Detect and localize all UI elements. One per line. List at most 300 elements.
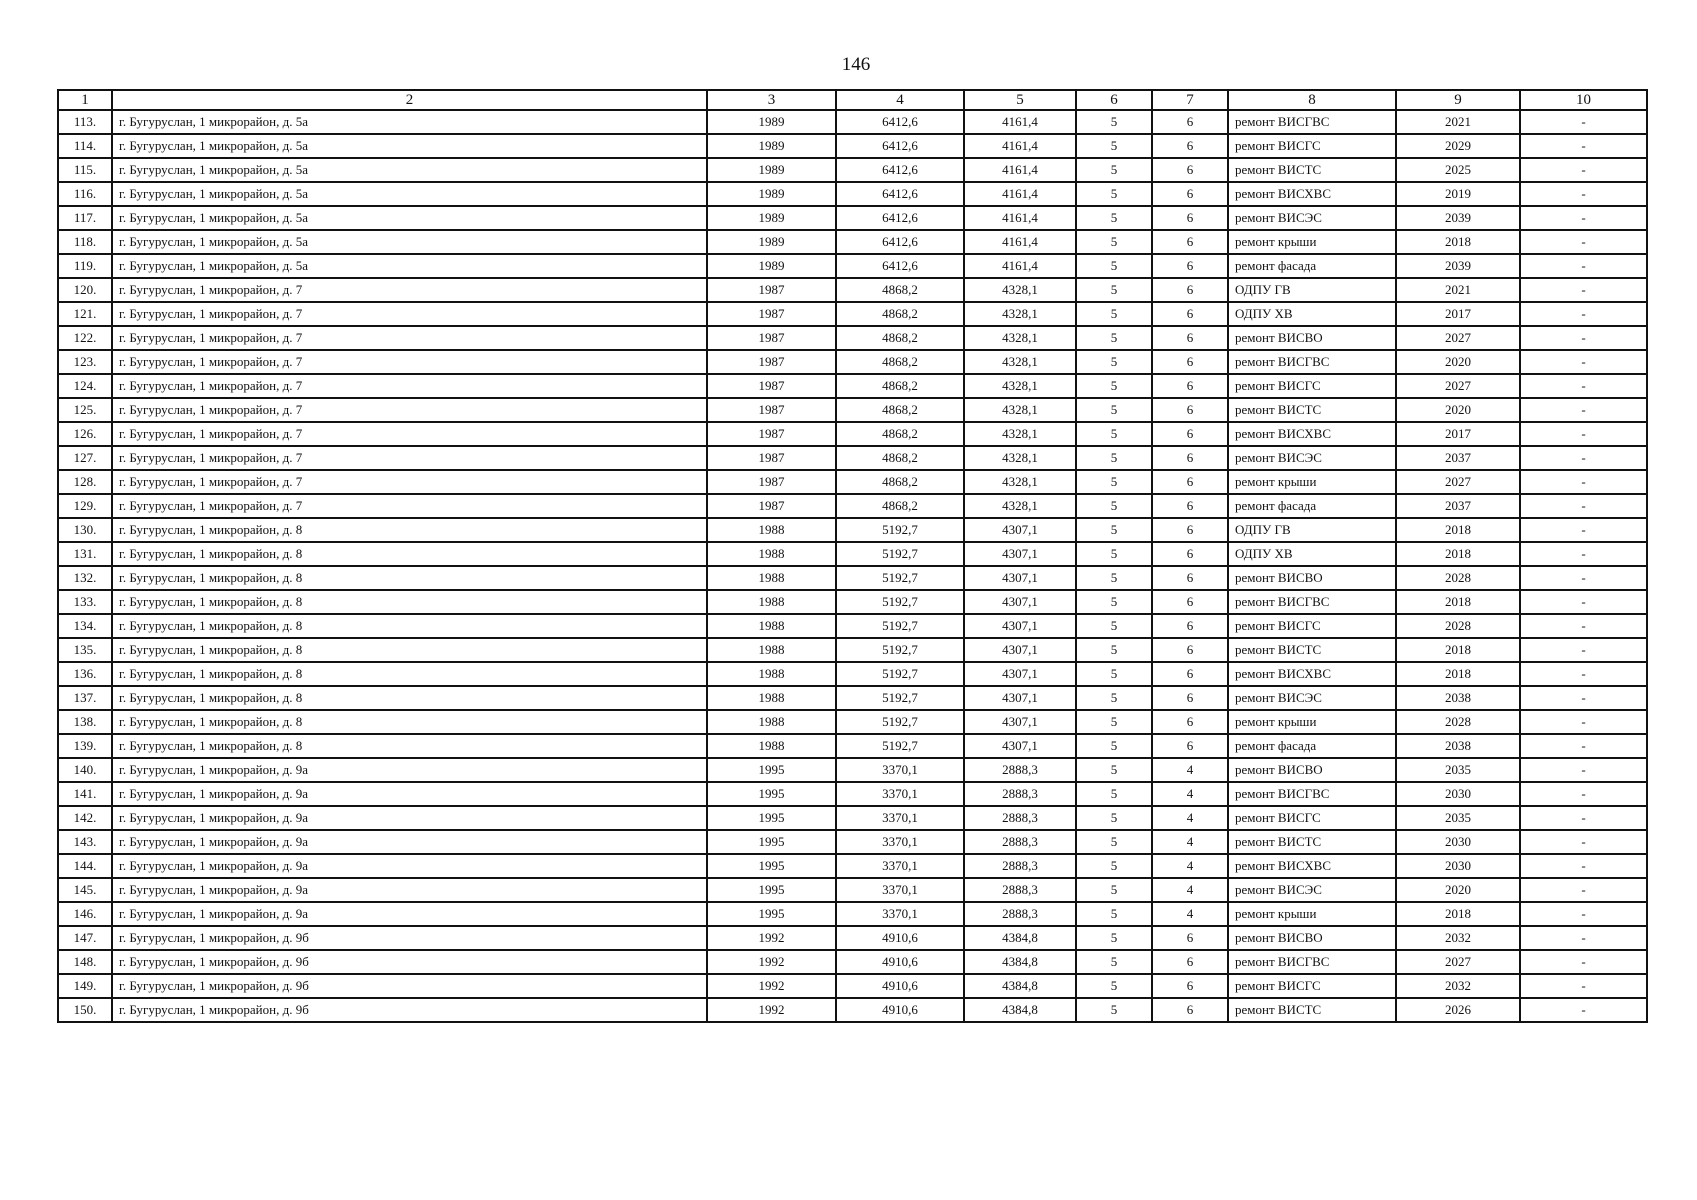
build-year-cell: 1995 [707, 830, 836, 854]
build-year-cell: 1995 [707, 758, 836, 782]
floors-cell: 5 [1076, 830, 1152, 854]
total-area-cell: 4868,2 [836, 446, 964, 470]
row-number-cell: 141. [58, 782, 112, 806]
build-year-cell: 1988 [707, 614, 836, 638]
address-cell: г. Бугуруслан, 1 микрорайон, д. 9б [112, 926, 707, 950]
floors-cell: 5 [1076, 758, 1152, 782]
plan-year-cell: 2019 [1396, 182, 1520, 206]
floors-cell: 5 [1076, 782, 1152, 806]
living-area-cell: 4384,8 [964, 974, 1076, 998]
total-area-cell: 3370,1 [836, 830, 964, 854]
build-year-cell: 1992 [707, 974, 836, 998]
living-area-cell: 4161,4 [964, 254, 1076, 278]
column-header: 7 [1152, 90, 1228, 110]
work-type-cell: ремонт ВИСГВС [1228, 350, 1396, 374]
entrances-cell: 6 [1152, 950, 1228, 974]
row-number-cell: 148. [58, 950, 112, 974]
work-type-cell: ремонт фасада [1228, 494, 1396, 518]
floors-cell: 5 [1076, 374, 1152, 398]
plan-year-cell: 2018 [1396, 902, 1520, 926]
address-cell: г. Бугуруслан, 1 микрорайон, д. 9а [112, 878, 707, 902]
note-cell: - [1520, 614, 1647, 638]
floors-cell: 5 [1076, 230, 1152, 254]
total-area-cell: 5192,7 [836, 566, 964, 590]
plan-year-cell: 2028 [1396, 710, 1520, 734]
address-cell: г. Бугуруслан, 1 микрорайон, д. 5а [112, 110, 707, 134]
note-cell: - [1520, 998, 1647, 1022]
address-cell: г. Бугуруслан, 1 микрорайон, д. 9а [112, 854, 707, 878]
build-year-cell: 1989 [707, 230, 836, 254]
floors-cell: 5 [1076, 470, 1152, 494]
build-year-cell: 1988 [707, 566, 836, 590]
build-year-cell: 1988 [707, 638, 836, 662]
plan-year-cell: 2027 [1396, 374, 1520, 398]
living-area-cell: 4384,8 [964, 998, 1076, 1022]
living-area-cell: 4307,1 [964, 734, 1076, 758]
address-cell: г. Бугуруслан, 1 микрорайон, д. 8 [112, 542, 707, 566]
living-area-cell: 4307,1 [964, 638, 1076, 662]
column-header: 3 [707, 90, 836, 110]
entrances-cell: 6 [1152, 134, 1228, 158]
total-area-cell: 5192,7 [836, 590, 964, 614]
living-area-cell: 4328,1 [964, 326, 1076, 350]
plan-year-cell: 2030 [1396, 854, 1520, 878]
table-row [58, 158, 1647, 182]
plan-year-cell: 2039 [1396, 206, 1520, 230]
living-area-cell: 2888,3 [964, 806, 1076, 830]
work-type-cell: ремонт ВИСТС [1228, 830, 1396, 854]
total-area-cell: 5192,7 [836, 710, 964, 734]
total-area-cell: 4868,2 [836, 470, 964, 494]
build-year-cell: 1987 [707, 422, 836, 446]
living-area-cell: 4307,1 [964, 614, 1076, 638]
build-year-cell: 1988 [707, 518, 836, 542]
floors-cell: 5 [1076, 902, 1152, 926]
floors-cell: 5 [1076, 614, 1152, 638]
entrances-cell: 6 [1152, 206, 1228, 230]
total-area-cell: 3370,1 [836, 854, 964, 878]
row-number-cell: 125. [58, 398, 112, 422]
page-number: 146 [841, 54, 871, 75]
table-row [58, 854, 1647, 878]
column-header: 8 [1228, 90, 1396, 110]
total-area-cell: 4910,6 [836, 950, 964, 974]
living-area-cell: 4307,1 [964, 518, 1076, 542]
total-area-cell: 5192,7 [836, 518, 964, 542]
total-area-cell: 3370,1 [836, 806, 964, 830]
address-cell: г. Бугуруслан, 1 микрорайон, д. 8 [112, 686, 707, 710]
build-year-cell: 1987 [707, 398, 836, 422]
floors-cell: 5 [1076, 254, 1152, 278]
total-area-cell: 6412,6 [836, 110, 964, 134]
table-row [58, 974, 1647, 998]
build-year-cell: 1995 [707, 854, 836, 878]
entrances-cell: 6 [1152, 446, 1228, 470]
plan-year-cell: 2037 [1396, 446, 1520, 470]
row-number-cell: 132. [58, 566, 112, 590]
address-cell: г. Бугуруслан, 1 микрорайон, д. 9а [112, 806, 707, 830]
build-year-cell: 1992 [707, 950, 836, 974]
total-area-cell: 6412,6 [836, 134, 964, 158]
address-cell: г. Бугуруслан, 1 микрорайон, д. 8 [112, 710, 707, 734]
work-type-cell: ремонт ВИСХВС [1228, 662, 1396, 686]
table-row [58, 926, 1647, 950]
address-cell: г. Бугуруслан, 1 микрорайон, д. 7 [112, 278, 707, 302]
note-cell: - [1520, 134, 1647, 158]
row-number-cell: 124. [58, 374, 112, 398]
living-area-cell: 4328,1 [964, 446, 1076, 470]
build-year-cell: 1988 [707, 542, 836, 566]
row-number-cell: 143. [58, 830, 112, 854]
floors-cell: 5 [1076, 926, 1152, 950]
floors-cell: 5 [1076, 326, 1152, 350]
floors-cell: 5 [1076, 686, 1152, 710]
total-area-cell: 6412,6 [836, 182, 964, 206]
build-year-cell: 1989 [707, 158, 836, 182]
entrances-cell: 6 [1152, 182, 1228, 206]
note-cell: - [1520, 902, 1647, 926]
total-area-cell: 5192,7 [836, 662, 964, 686]
floors-cell: 5 [1076, 878, 1152, 902]
build-year-cell: 1987 [707, 446, 836, 470]
build-year-cell: 1988 [707, 662, 836, 686]
note-cell: - [1520, 806, 1647, 830]
build-year-cell: 1989 [707, 110, 836, 134]
row-number-cell: 134. [58, 614, 112, 638]
living-area-cell: 4328,1 [964, 278, 1076, 302]
plan-year-cell: 2017 [1396, 302, 1520, 326]
total-area-cell: 4868,2 [836, 350, 964, 374]
row-number-cell: 140. [58, 758, 112, 782]
entrances-cell: 6 [1152, 710, 1228, 734]
work-type-cell: ремонт ВИСГС [1228, 974, 1396, 998]
build-year-cell: 1989 [707, 134, 836, 158]
column-header: 1 [58, 90, 112, 110]
note-cell: - [1520, 422, 1647, 446]
address-cell: г. Бугуруслан, 1 микрорайон, д. 8 [112, 518, 707, 542]
entrances-cell: 6 [1152, 974, 1228, 998]
entrances-cell: 6 [1152, 638, 1228, 662]
address-cell: г. Бугуруслан, 1 микрорайон, д. 9б [112, 950, 707, 974]
note-cell: - [1520, 662, 1647, 686]
address-cell: г. Бугуруслан, 1 микрорайон, д. 5а [112, 254, 707, 278]
note-cell: - [1520, 878, 1647, 902]
entrances-cell: 6 [1152, 614, 1228, 638]
table-row [58, 710, 1647, 734]
table-row [58, 542, 1647, 566]
address-cell: г. Бугуруслан, 1 микрорайон, д. 9б [112, 974, 707, 998]
floors-cell: 5 [1076, 710, 1152, 734]
note-cell: - [1520, 638, 1647, 662]
address-cell: г. Бугуруслан, 1 микрорайон, д. 5а [112, 230, 707, 254]
entrances-cell: 6 [1152, 470, 1228, 494]
table-row [58, 278, 1647, 302]
note-cell: - [1520, 542, 1647, 566]
work-type-cell: ремонт ВИСВО [1228, 926, 1396, 950]
work-type-cell: ремонт фасада [1228, 254, 1396, 278]
table-row [58, 998, 1647, 1022]
entrances-cell: 6 [1152, 662, 1228, 686]
total-area-cell: 5192,7 [836, 638, 964, 662]
note-cell: - [1520, 566, 1647, 590]
note-cell: - [1520, 254, 1647, 278]
plan-year-cell: 2018 [1396, 590, 1520, 614]
floors-cell: 5 [1076, 998, 1152, 1022]
plan-year-cell: 2038 [1396, 734, 1520, 758]
table-row [58, 134, 1647, 158]
row-number-cell: 130. [58, 518, 112, 542]
table-row [58, 494, 1647, 518]
address-cell: г. Бугуруслан, 1 микрорайон, д. 7 [112, 350, 707, 374]
total-area-cell: 4868,2 [836, 398, 964, 422]
entrances-cell: 6 [1152, 326, 1228, 350]
note-cell: - [1520, 590, 1647, 614]
table-row [58, 110, 1647, 134]
living-area-cell: 2888,3 [964, 830, 1076, 854]
note-cell: - [1520, 686, 1647, 710]
address-cell: г. Бугуруслан, 1 микрорайон, д. 8 [112, 734, 707, 758]
work-type-cell: ОДПУ ХВ [1228, 542, 1396, 566]
floors-cell: 5 [1076, 806, 1152, 830]
note-cell: - [1520, 302, 1647, 326]
work-type-cell: ремонт ВИСГС [1228, 614, 1396, 638]
living-area-cell: 2888,3 [964, 902, 1076, 926]
note-cell: - [1520, 734, 1647, 758]
plan-year-cell: 2025 [1396, 158, 1520, 182]
work-type-cell: ремонт ВИСЭС [1228, 446, 1396, 470]
floors-cell: 5 [1076, 662, 1152, 686]
entrances-cell: 6 [1152, 926, 1228, 950]
table-row [58, 182, 1647, 206]
build-year-cell: 1989 [707, 254, 836, 278]
build-year-cell: 1992 [707, 926, 836, 950]
note-cell: - [1520, 950, 1647, 974]
work-type-cell: ремонт ВИСЭС [1228, 206, 1396, 230]
floors-cell: 5 [1076, 854, 1152, 878]
living-area-cell: 4307,1 [964, 686, 1076, 710]
table-row [58, 758, 1647, 782]
entrances-cell: 6 [1152, 686, 1228, 710]
row-number-cell: 114. [58, 134, 112, 158]
entrances-cell: 6 [1152, 494, 1228, 518]
total-area-cell: 5192,7 [836, 686, 964, 710]
floors-cell: 5 [1076, 422, 1152, 446]
address-cell: г. Бугуруслан, 1 микрорайон, д. 8 [112, 590, 707, 614]
row-number-cell: 123. [58, 350, 112, 374]
plan-year-cell: 2035 [1396, 806, 1520, 830]
build-year-cell: 1987 [707, 326, 836, 350]
work-type-cell: ремонт ВИСВО [1228, 566, 1396, 590]
entrances-cell: 6 [1152, 374, 1228, 398]
work-type-cell: ремонт крыши [1228, 470, 1396, 494]
build-year-cell: 1995 [707, 902, 836, 926]
work-type-cell: ремонт ВИСТС [1228, 998, 1396, 1022]
floors-cell: 5 [1076, 974, 1152, 998]
row-number-cell: 147. [58, 926, 112, 950]
address-cell: г. Бугуруслан, 1 микрорайон, д. 9а [112, 782, 707, 806]
entrances-cell: 6 [1152, 998, 1228, 1022]
note-cell: - [1520, 782, 1647, 806]
living-area-cell: 4307,1 [964, 710, 1076, 734]
living-area-cell: 4328,1 [964, 302, 1076, 326]
note-cell: - [1520, 398, 1647, 422]
row-number-cell: 138. [58, 710, 112, 734]
total-area-cell: 6412,6 [836, 254, 964, 278]
total-area-cell: 3370,1 [836, 878, 964, 902]
entrances-cell: 6 [1152, 278, 1228, 302]
row-number-cell: 137. [58, 686, 112, 710]
floors-cell: 5 [1076, 590, 1152, 614]
work-type-cell: ремонт ВИСГВС [1228, 110, 1396, 134]
floors-cell: 5 [1076, 398, 1152, 422]
header-row [58, 90, 1647, 110]
table-body [58, 110, 1647, 1022]
work-type-cell: ремонт ВИСГВС [1228, 950, 1396, 974]
column-header: 5 [964, 90, 1076, 110]
build-year-cell: 1995 [707, 878, 836, 902]
plan-year-cell: 2018 [1396, 638, 1520, 662]
work-type-cell: ремонт ВИСГВС [1228, 590, 1396, 614]
living-area-cell: 4384,8 [964, 926, 1076, 950]
plan-year-cell: 2037 [1396, 494, 1520, 518]
work-type-cell: ОДПУ ГВ [1228, 518, 1396, 542]
build-year-cell: 1989 [707, 182, 836, 206]
floors-cell: 5 [1076, 182, 1152, 206]
table-row [58, 422, 1647, 446]
total-area-cell: 4910,6 [836, 974, 964, 998]
plan-year-cell: 2038 [1396, 686, 1520, 710]
table-row [58, 326, 1647, 350]
note-cell: - [1520, 446, 1647, 470]
table-row [58, 446, 1647, 470]
total-area-cell: 4868,2 [836, 494, 964, 518]
work-type-cell: ремонт ВИСВО [1228, 326, 1396, 350]
note-cell: - [1520, 470, 1647, 494]
entrances-cell: 4 [1152, 830, 1228, 854]
address-cell: г. Бугуруслан, 1 микрорайон, д. 9б [112, 998, 707, 1022]
living-area-cell: 4384,8 [964, 950, 1076, 974]
total-area-cell: 4868,2 [836, 302, 964, 326]
work-type-cell: ремонт фасада [1228, 734, 1396, 758]
row-number-cell: 131. [58, 542, 112, 566]
entrances-cell: 6 [1152, 566, 1228, 590]
row-number-cell: 146. [58, 902, 112, 926]
plan-year-cell: 2018 [1396, 518, 1520, 542]
row-number-cell: 116. [58, 182, 112, 206]
entrances-cell: 6 [1152, 590, 1228, 614]
living-area-cell: 4328,1 [964, 470, 1076, 494]
row-number-cell: 113. [58, 110, 112, 134]
plan-year-cell: 2018 [1396, 542, 1520, 566]
note-cell: - [1520, 110, 1647, 134]
total-area-cell: 4868,2 [836, 326, 964, 350]
total-area-cell: 4910,6 [836, 998, 964, 1022]
living-area-cell: 2888,3 [964, 854, 1076, 878]
living-area-cell: 4328,1 [964, 494, 1076, 518]
plan-year-cell: 2018 [1396, 662, 1520, 686]
plan-year-cell: 2035 [1396, 758, 1520, 782]
table-row [58, 734, 1647, 758]
entrances-cell: 4 [1152, 806, 1228, 830]
build-year-cell: 1995 [707, 782, 836, 806]
floors-cell: 5 [1076, 494, 1152, 518]
row-number-cell: 135. [58, 638, 112, 662]
note-cell: - [1520, 854, 1647, 878]
total-area-cell: 3370,1 [836, 902, 964, 926]
build-year-cell: 1987 [707, 350, 836, 374]
work-type-cell: ремонт ВИСЭС [1228, 686, 1396, 710]
repair-schedule-table [57, 89, 1648, 1023]
column-header: 6 [1076, 90, 1152, 110]
table-row [58, 470, 1647, 494]
table-row [58, 302, 1647, 326]
row-number-cell: 118. [58, 230, 112, 254]
address-cell: г. Бугуруслан, 1 микрорайон, д. 7 [112, 302, 707, 326]
table-row [58, 566, 1647, 590]
living-area-cell: 4328,1 [964, 398, 1076, 422]
floors-cell: 5 [1076, 446, 1152, 470]
note-cell: - [1520, 710, 1647, 734]
column-header: 2 [112, 90, 707, 110]
build-year-cell: 1988 [707, 710, 836, 734]
living-area-cell: 4328,1 [964, 350, 1076, 374]
note-cell: - [1520, 206, 1647, 230]
row-number-cell: 119. [58, 254, 112, 278]
build-year-cell: 1987 [707, 374, 836, 398]
total-area-cell: 6412,6 [836, 206, 964, 230]
work-type-cell: ремонт ВИСХВС [1228, 182, 1396, 206]
work-type-cell: ОДПУ ГВ [1228, 278, 1396, 302]
work-type-cell: ремонт крыши [1228, 710, 1396, 734]
entrances-cell: 6 [1152, 350, 1228, 374]
work-type-cell: ремонт крыши [1228, 230, 1396, 254]
column-header: 10 [1520, 90, 1647, 110]
table-row [58, 590, 1647, 614]
address-cell: г. Бугуруслан, 1 микрорайон, д. 9а [112, 758, 707, 782]
work-type-cell: ремонт ВИСТС [1228, 638, 1396, 662]
total-area-cell: 6412,6 [836, 158, 964, 182]
address-cell: г. Бугуруслан, 1 микрорайон, д. 7 [112, 374, 707, 398]
build-year-cell: 1987 [707, 302, 836, 326]
floors-cell: 5 [1076, 350, 1152, 374]
plan-year-cell: 2027 [1396, 470, 1520, 494]
row-number-cell: 150. [58, 998, 112, 1022]
work-type-cell: ремонт ВИСГВС [1228, 782, 1396, 806]
floors-cell: 5 [1076, 134, 1152, 158]
column-header: 4 [836, 90, 964, 110]
table-row [58, 902, 1647, 926]
entrances-cell: 6 [1152, 110, 1228, 134]
entrances-cell: 6 [1152, 518, 1228, 542]
entrances-cell: 4 [1152, 854, 1228, 878]
total-area-cell: 4868,2 [836, 374, 964, 398]
address-cell: г. Бугуруслан, 1 микрорайон, д. 8 [112, 638, 707, 662]
work-type-cell: ремонт ВИСГС [1228, 134, 1396, 158]
row-number-cell: 128. [58, 470, 112, 494]
plan-year-cell: 2020 [1396, 878, 1520, 902]
floors-cell: 5 [1076, 566, 1152, 590]
row-number-cell: 136. [58, 662, 112, 686]
address-cell: г. Бугуруслан, 1 микрорайон, д. 9а [112, 902, 707, 926]
note-cell: - [1520, 494, 1647, 518]
entrances-cell: 6 [1152, 734, 1228, 758]
living-area-cell: 4307,1 [964, 566, 1076, 590]
plan-year-cell: 2021 [1396, 110, 1520, 134]
address-cell: г. Бугуруслан, 1 микрорайон, д. 8 [112, 614, 707, 638]
row-number-cell: 115. [58, 158, 112, 182]
floors-cell: 5 [1076, 734, 1152, 758]
table-row [58, 350, 1647, 374]
